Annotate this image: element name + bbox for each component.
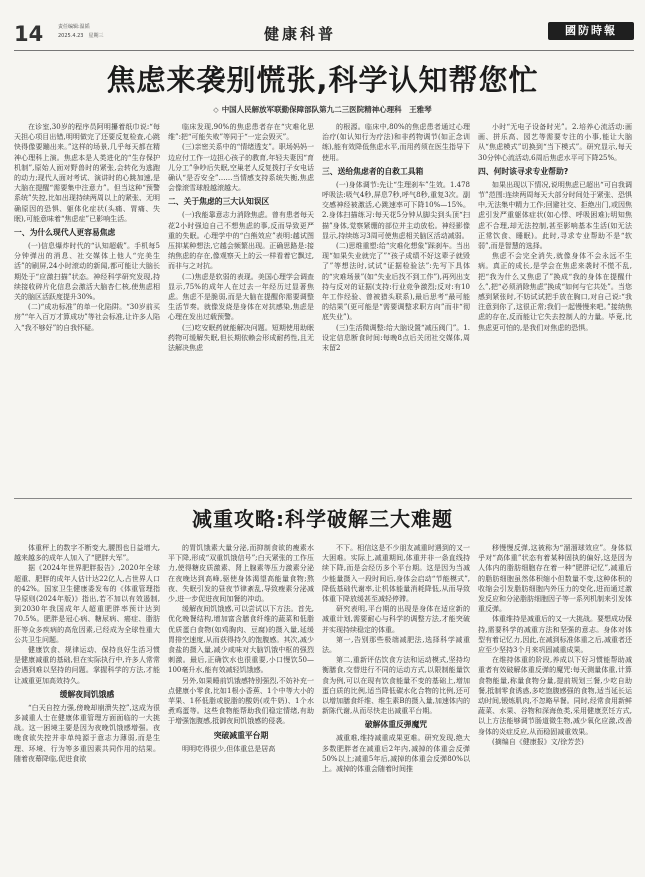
paragraph: 第二,重新评估饮食方法和运动模式,坚持均衡膳食,交替进行不同的运动方式,以限制能量饮食为例,可以在现有饮食能量不变的基础上,增加蛋白质的比例,适当降低碳水化合物的比例,还可以增加膳食纤维、维生素B的摄入量,加速体内的新陈代谢,从而尽快走出减重平台期。: [322, 656, 470, 716]
paragraph: 体重秤上的数字不断变大,腰围也日益增大,越来越多的成年人加入了“肥胖大军”。: [14, 544, 160, 563]
paragraph: (三)亲密关系中的“情绪透支”。职场妈妈一边应付工作一边担心孩子的教育,年轻夫妻因“育儿分工”争吵后失眠,空巢老人反复拨打子女电话确认“是否安全”……当情感支持系统失衡,焦虑会像滚雪球般越滚越大。: [168, 143, 314, 193]
paragraph: 体重维持是减重后的又一大挑战。要想成功保持,需要科学的减重方法和坚强的意志。身体对体型有着记忆力,因此,在减到标准体重之后,减重者还应至少坚持3个月来巩固减重成果。: [478, 615, 632, 655]
source-credit: (摘编自《健康报》文/徐芳芸): [492, 737, 584, 746]
subheading: 一、为什么现代人更容易焦虑: [14, 228, 116, 238]
subheading: 突破减重平台期: [213, 730, 269, 740]
paragraph: 的胃饥饿素大量分泌,而抑制食欲的瘦素水平下降,形成“双重饥饿信号”;白天紧张的工作压力,使得糖皮质激素、肾上腺素等压力激素分泌在夜晚达到高峰,驱使身体渴望高能量食物;熬夜、失眠引发的昼夜节律紊乱,导致瘦素分泌减少,进一步促进夜间加餐的冲动。: [168, 544, 314, 604]
date-line: 2025.4.23 星期三: [58, 33, 104, 39]
paragraph: 焦虑不会完全消失,就像身体不会永远不生病。真正的成长,是学会在焦虑来袭时不慌不乱,把“我为什么又焦虑了”换成“我的身体在提醒什么”,把“必须消除焦虑”换成“如何与它共处”。当您感到紧张时,不妨试试把手放在胸口,对自己说:“我注意到你了,这很正常;我们一起慢慢来吧。”接纳焦虑的存在,反而能让它失去控制人的力量。毕竟,比焦虑更可怕的,是我们对焦虑的恐惧。: [478, 252, 632, 332]
paragraph: (三)生活微调整:给大脑设置“减压阀门”。1.设定信息断食时间:每晚8点后关闭社交媒体,周末留2: [322, 323, 470, 353]
paragraph: (一)身体调节:先让“生理刹车”生效。1.478呼吸法:吸气4秒,屏息7秒,呼气8秒,重复3次。副交感神经被激活,心跳速率可下降10%—15%。2.身体扫描练习:每天花5分钟从脚尖到头顶“扫描”身体,觉察紧绷的部位并主动放松。神经影像显示,持续练习3周可使焦虑相关脑区活动减弱。: [322, 180, 470, 240]
paragraph: (一)我能靠意志力消除焦虑。曾有患者每天花2小时强迫自己不想焦虑的事,反而导致更严重的失眠。心理学中的“白熊效应”表明:越试图压抑某种想法,它越会频繁出现。正确思路是:接纳焦虑的存在,像观察天上的云一样看着它飘过,而非与之对抗。: [168, 211, 314, 271]
article-divider: [14, 498, 632, 499]
diamond-icon: ◇: [213, 106, 219, 114]
article1-column-4: [478, 122, 632, 495]
paragraph: 移慢慢反弹,这被称为“溜溜球效应”。身体似乎对“高体重”状态有着某种固执的偏好,这是因为人体内的脂肪细胞存在着一种“肥胖记忆”,减重后的脂肪细胞虽然体积缩小但数量不变,这种体积的收缩会引发脂肪细胞内外压力的变化,进而通过激发反应和分泌脂肪细胞因子等一系列机制来引发体重反弹。: [478, 544, 632, 614]
paragraph: 临床发现,90%的焦虑患者存在“灾难化思维”:把“可能失败”等同于“一定会毁灭”。: [168, 123, 314, 142]
article2-column-2: [168, 543, 314, 876]
article2-headline: 减重攻略:科学破解三大难题: [192, 507, 453, 531]
issue-meta: [58, 23, 103, 41]
paragraph: 第一,告别那些极端减肥法,选择科学减重法。: [322, 635, 470, 655]
article2-column-4: [478, 543, 632, 876]
paragraph: “白天自控力强,傍晚却崩溃失控”,这成为很多减重人士在健康体重管理方面面临的一大挑战。这一困境主要是因为夜晚饥饿感增强。夜晚食欲失控并非单纯源于意志力薄弱,而是生理、环境、行为等多重因素共同作用的结果。随着夜幕降临,促进食欲: [14, 703, 160, 763]
paragraph: (三)吃安眠药就能解决问题。短期使用助眠药物可缓解失眠,但长期依赖会形成耐药性,且无法解决焦虑: [168, 323, 314, 353]
paragraph: (一)信息爆炸时代的“认知超载”。手机每5分钟弹出的消息、社交媒体上他人“完美生活”的刷屏,24小时滚动的新闻,都可能让大脑长期处于“应激扫描”状态。神经科学研究发现,持续接收碎片化信息会激活大脑杏仁核,使焦虑相关的脑区活跃度提升30%。: [14, 242, 160, 302]
paragraph: 小时“无电子设备时光”。2.培养心流活动:画画、拼乐高、园艺等需要专注的小事,能让大脑从“焦虑模式”切换到“当下模式”。研究显示,每天30分钟心流活动,6周后焦虑水平可下降25%。: [478, 123, 632, 162]
subheading: 二、关于焦虑的三大认知误区: [168, 197, 270, 207]
page-number: 14: [14, 22, 44, 46]
paragraph: 明明吃得很少,但体重总是居高: [182, 744, 276, 753]
subheading: 四、何时该寻求专业帮助?: [478, 166, 569, 176]
newspaper-logo: 國防時報: [548, 22, 634, 40]
paragraph: 缓解夜间饥饿感,可以尝试以下方法。首先,优化晚餐结构,增加富含膳食纤维的蔬菜和低脂优质蛋白食物(如鸡胸肉、豆腐)的摄入量,延缓胃排空速度,从而获得持久的饱腹感。其次,减少食盐的摄入量,减少咸味对大脑饥饿中枢的强烈刺激。最后,正确饮水也很重要,小口慢饮50—100毫升水,能有效减轻饥饿感。: [168, 605, 314, 675]
paragraph: (二)“成功标准”的单一化陷阱。“30岁前买房”“年入百万才算成功”等社会标准,让许多人陷入“我不够好”的自我怀疑。: [14, 303, 160, 332]
article1-column-3: [322, 122, 470, 495]
paragraph: 据《2024年世界肥胖报告》,2020年全球超重、肥胖的成年人估计达22亿人,占世界人口的42%。国家卫生健康委发布的《体重管理指导原则(2024年版)》指出,若不加以有效遏制,到2030年我国成年人超重肥胖率预计达到70.5%。肥胖是冠心病、糖尿病、癌症、脂肪肝等众多疾病的高危因素,已经成为全球性重大公共卫生问题。: [14, 564, 160, 644]
article1-column-1: [14, 122, 160, 495]
paragraph: 在诊室,30岁的程序员阿明攥着纸巾说:“每天担心项目出错,明明做完了还要反复检查,心跳快得像要蹦出来。”这样的场景,几乎每天都在精神心理科上演。焦虑本是人类进化的“生存保护机制”,原始人面对野兽时的紧张,会转化为逃跑的动力;现代人面对考试、演讲时的心跳加速,是大脑在提醒“需要集中注意力”。但当这种“预警系统”失控,比如出现持续两周以上的紧张、无明确原因的恐惧、躯体化症状(头痛、胃痛、失眠),可能意味着“焦虑症”已影响生活。: [14, 123, 160, 223]
subheading: 三、送给焦虑者的自救工具箱: [322, 166, 424, 176]
paragraph: 在维持体重的阶段,养成以下好习惯能帮助减重者有效破解体重反弹的魔咒:每天测量体重,计算食物能量,称量食物分量,提前规划三餐,少吃自助餐,抵制零食诱惑,多吃饱腹感强的食物,适当延长运动时间,锻炼肌肉,不忽略早餐。同时,经常食用新鲜蔬菜、水果、谷物和深海鱼类,采用健康烹饪方式,以上方法能够调节肠道微生物,减少氧化应激,改善身体的炎症反应,从而稳固减重效果。: [478, 656, 632, 736]
paragraph: (二)焦虑是软弱的表现。美国心理学会调查显示,75%的成年人在过去一年经历过显著焦虑。焦虑不是脆弱,而是大脑在提醒你需要调整生活节奏。就像发烧是身体在对抗感染,焦虑是心理在发出过载预警。: [168, 272, 314, 322]
page-header: [14, 20, 634, 51]
subheading: 破解体重反弹魔咒: [364, 720, 428, 730]
article1-byline: [0, 104, 645, 115]
paragraph: 另外,如果睡前饥饿感特别强烈,不妨补充一点健康小零食,比如1根小香蕉、1个中等大小的苹果、1杯低脂或脱脂的酸奶(或牛奶)、1个水煮鸡蛋等。这些食物能帮助我们稳定情绪,有助于增强饱腹感,抵御夜间饥饿感的侵袭。: [168, 676, 314, 726]
paragraph: (二)思维重塑:给“灾难化想象”踩刹车。当出现“如果失业就完了”“孩子成绩不好这辈子就毁了”等想法时,试试“证据检验法”:先写下具体的“灾难场景”(如“失业后找不到工作”),再列出支持与反对的证据(支持:行业竞争激烈;反对:有10年工作经验、曾被猎头联系),最后思考“最可能的结果”(更可能是“需要调整求职方向”而非“彻底失业”)。: [322, 242, 470, 322]
editor-line: 责任编辑:温韬: [58, 24, 90, 30]
paragraph: 如果出现以下情况,说明焦虑已超出“可自我调节”范围:连续两周每天大部分时间处于紧张、恐惧中,无法集中精力工作;回避社交、拒绝出门,或因焦虑引发严重躯体症状(如心悸、呼吸困难);明知焦虑不合理,却无法控制,甚至影响基本生活(如无法正常饮食、睡眠)。此时,寻求专业帮助不是“软弱”,而是智慧的选择。: [478, 180, 632, 251]
paragraph: 研究表明,平台期的出现是身体在适应新的减重计划,需要耐心与科学的调整方法,才能突破并实现持续稳定的体重。: [322, 605, 470, 634]
paragraph: 健康饮食、规律运动、保持良好生活习惯是健康减重的基础,但在实际执行中,许多人常常会遇到难以坚持的问题。掌握科学的方法,才能让减重更加高效持久。: [14, 646, 160, 685]
subheading: 缓解夜间饥饿感: [59, 689, 115, 699]
article2-column-1: [14, 543, 160, 876]
byline-text: 中国人民解放军联勤保障部队第九二三医院精神心理科 王雅琴: [221, 105, 432, 114]
paragraph: 的根源。临床中,80%的焦虑患者通过心理治疗(如认知行为疗法)和非药物调节(如正念训练),能有效降低焦虑水平,而用药须在医生指导下使用。: [322, 123, 470, 162]
article1-column-2: [168, 122, 314, 495]
article2-column-3: [322, 543, 470, 876]
article1-headline: 焦虑来袭别慌张,科学认知帮您忙: [106, 63, 539, 97]
paragraph: 减重难,维持减重成果更难。研究发现,绝大多数肥胖者在减重后2年内,减掉的体重会反弹50%以上;减重5年后,减掉的体重会反弹80%以上。减掉的体重会随着时间推: [322, 734, 470, 774]
paragraph: 不下。相信这是不少朋友减重时遇到的又一大困难。实际上,减重期间,体重并非一条直线持续下降,而是会经历多个平台期。这是因为当减少能量摄入一段时间后,身体会启动“节能模式”,降低基础代谢率,让机体能量消耗降低,从而导致体重下降放缓甚至减轻停滞。: [322, 544, 470, 604]
section-title: 健康科普: [264, 25, 337, 43]
